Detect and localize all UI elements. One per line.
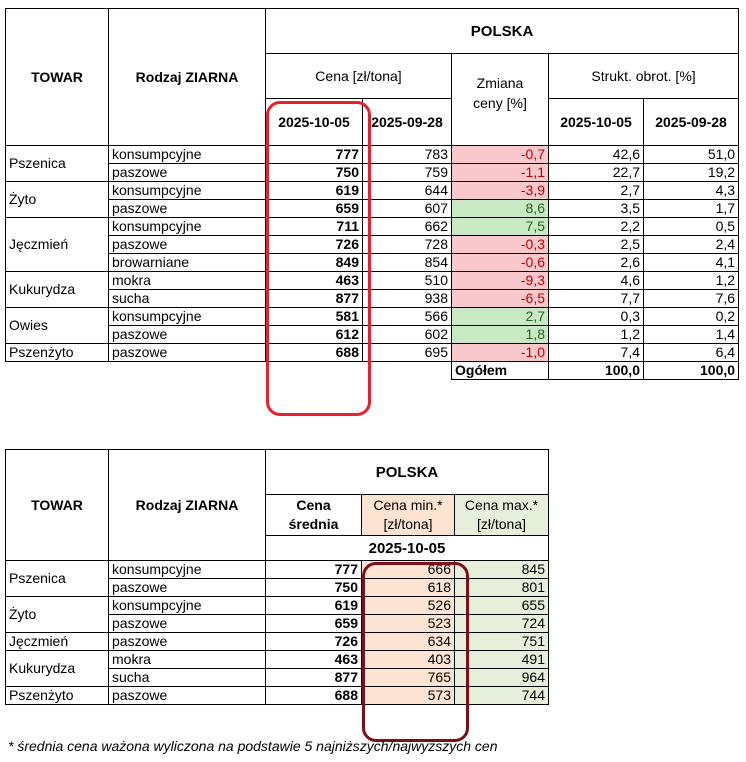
- min-price-cell: 403: [362, 651, 455, 669]
- price-current-cell: 612: [266, 326, 363, 344]
- rodzaj-cell: sucha: [109, 290, 266, 308]
- header-zmiana-line1: Zmiana: [476, 74, 524, 91]
- price-previous-cell: 602: [363, 326, 452, 344]
- structure-current-cell: 2,6: [549, 254, 644, 272]
- table-row: [6, 146, 739, 164]
- price-change-cell: 2,7: [452, 308, 549, 326]
- rodzaj-cell: konsumpcyjne: [109, 597, 266, 615]
- structure-current-cell: 0,3: [549, 308, 644, 326]
- price-current-cell: 463: [266, 272, 363, 290]
- structure-previous-cell: 4,1: [644, 254, 739, 272]
- towar-cell: Pszenica: [6, 561, 109, 597]
- table-row: [6, 308, 739, 326]
- towar-cell: Jęczmień: [6, 218, 109, 272]
- header-cena-min-line1: Cena min.*: [373, 497, 443, 513]
- avg-price-cell: 688: [266, 687, 362, 705]
- avg-price-cell: 619: [266, 597, 362, 615]
- rodzaj-cell: konsumpcyjne: [109, 218, 266, 236]
- towar-cell: Jęczmień: [6, 633, 109, 651]
- avg-price-cell: 463: [266, 651, 362, 669]
- min-price-cell: 618: [362, 579, 455, 597]
- table-row: [6, 272, 739, 290]
- rodzaj-cell: paszowe: [109, 164, 266, 182]
- structure-current-cell: 42,6: [549, 146, 644, 164]
- table-row: [6, 633, 549, 651]
- price-previous-cell: 510: [363, 272, 452, 290]
- header-rodzaj-ziarna-2: Rodzaj ZIARNA: [109, 450, 266, 561]
- price-change-cell: 8,6: [452, 200, 549, 218]
- avg-price-cell: 659: [266, 615, 362, 633]
- structure-current-cell: 7,7: [549, 290, 644, 308]
- header-cena-srednia-line1: Cena: [296, 497, 331, 513]
- max-price-cell: 751: [455, 633, 549, 651]
- structure-current-cell: 2,2: [549, 218, 644, 236]
- rodzaj-cell: sucha: [109, 669, 266, 687]
- table-row: [6, 218, 739, 236]
- header-cena-srednia-line2: średnia: [288, 516, 339, 532]
- rodzaj-cell: konsumpcyjne: [109, 308, 266, 326]
- header-towar: TOWAR: [6, 9, 109, 146]
- header-strukt-obrot: Strukt. obrot. [%]: [549, 54, 739, 99]
- price-change-cell: -6,5: [452, 290, 549, 308]
- avg-price-cell: 726: [266, 633, 362, 651]
- header-cena-max-line2: [zł/tona]: [476, 516, 527, 532]
- price-previous-cell: 728: [363, 236, 452, 254]
- structure-current-cell: 2,5: [549, 236, 644, 254]
- rodzaj-cell: paszowe: [109, 344, 266, 362]
- towar-cell: Żyto: [6, 597, 109, 633]
- total-structure-current: 100,0: [549, 362, 644, 380]
- footnote: * średnia cena ważona wyliczona na podstawie 5 najniższych/najwyższych cen: [8, 738, 498, 754]
- rodzaj-cell: mokra: [109, 272, 266, 290]
- header-zmiana-ceny: [452, 54, 549, 146]
- header-strukt-date-current: 2025-10-05: [549, 99, 644, 146]
- rodzaj-cell: paszowe: [109, 326, 266, 344]
- rodzaj-cell: konsumpcyjne: [109, 182, 266, 200]
- header-zmiana-line2: ceny [%]: [473, 94, 527, 111]
- price-previous-cell: 938: [363, 290, 452, 308]
- price-previous-cell: 607: [363, 200, 452, 218]
- towar-cell: Pszenica: [6, 146, 109, 182]
- structure-previous-cell: 4,3: [644, 182, 739, 200]
- max-price-cell: 801: [455, 579, 549, 597]
- structure-previous-cell: 1,2: [644, 272, 739, 290]
- price-current-cell: 688: [266, 344, 363, 362]
- total-label: Ogółem: [452, 362, 549, 380]
- towar-cell: Owies: [6, 308, 109, 344]
- table-row: [6, 326, 739, 344]
- price-change-cell: -1,0: [452, 344, 549, 362]
- price-previous-cell: 644: [363, 182, 452, 200]
- rodzaj-cell: konsumpcyjne: [109, 561, 266, 579]
- max-price-cell: 845: [455, 561, 549, 579]
- structure-previous-cell: 0,2: [644, 308, 739, 326]
- price-previous-cell: 695: [363, 344, 452, 362]
- price-current-cell: 877: [266, 290, 363, 308]
- price-change-cell: 7,5: [452, 218, 549, 236]
- max-price-cell: 491: [455, 651, 549, 669]
- towar-cell: Kukurydza: [6, 651, 109, 687]
- structure-current-cell: 4,6: [549, 272, 644, 290]
- structure-previous-cell: 19,2: [644, 164, 739, 182]
- towar-cell: Żyto: [6, 182, 109, 218]
- avg-price-cell: 877: [266, 669, 362, 687]
- min-price-cell: 765: [362, 669, 455, 687]
- min-price-cell: 666: [362, 561, 455, 579]
- min-price-cell: 573: [362, 687, 455, 705]
- structure-previous-cell: 51,0: [644, 146, 739, 164]
- price-change-cell: -1,1: [452, 164, 549, 182]
- price-previous-cell: 759: [363, 164, 452, 182]
- price-range-table: [5, 449, 549, 705]
- structure-current-cell: 2,7: [549, 182, 644, 200]
- header-cena-srednia: [266, 495, 362, 536]
- header-cena-min-line2: [zł/tona]: [383, 516, 433, 532]
- header-cena-max-line1: Cena max.*: [464, 497, 539, 513]
- avg-price-cell: 777: [266, 561, 362, 579]
- structure-previous-cell: 1,7: [644, 200, 739, 218]
- price-current-cell: 777: [266, 146, 363, 164]
- header-cena-max: [455, 495, 549, 536]
- structure-previous-cell: 2,4: [644, 236, 739, 254]
- table-row: [6, 200, 739, 218]
- max-price-cell: 655: [455, 597, 549, 615]
- price-change-cell: 1,8: [452, 326, 549, 344]
- table-row: [6, 687, 549, 705]
- rodzaj-cell: browarniane: [109, 254, 266, 272]
- price-change-cell: -0,6: [452, 254, 549, 272]
- min-price-cell: 526: [362, 597, 455, 615]
- towar-cell: Kukurydza: [6, 272, 109, 308]
- price-change-cell: -3,9: [452, 182, 549, 200]
- price-current-cell: 581: [266, 308, 363, 326]
- total-structure-previous: 100,0: [644, 362, 739, 380]
- header-cena: Cena [zł/tona]: [266, 54, 452, 99]
- header-date-current: 2025-10-05: [266, 99, 363, 146]
- structure-previous-cell: 7,6: [644, 290, 739, 308]
- price-table-main: [5, 8, 739, 380]
- price-current-cell: 619: [266, 182, 363, 200]
- rodzaj-cell: konsumpcyjne: [109, 146, 266, 164]
- price-current-cell: 711: [266, 218, 363, 236]
- total-row: [6, 362, 739, 380]
- min-price-cell: 634: [362, 633, 455, 651]
- table-row: [6, 651, 549, 669]
- rodzaj-cell: paszowe: [109, 200, 266, 218]
- price-current-cell: 659: [266, 200, 363, 218]
- price-previous-cell: 566: [363, 308, 452, 326]
- header-strukt-date-previous: 2025-09-28: [644, 99, 739, 146]
- structure-current-cell: 7,4: [549, 344, 644, 362]
- rodzaj-cell: mokra: [109, 651, 266, 669]
- towar-cell: Pszenżyto: [6, 687, 109, 705]
- structure-previous-cell: 1,4: [644, 326, 739, 344]
- price-change-cell: -0,3: [452, 236, 549, 254]
- rodzaj-cell: paszowe: [109, 633, 266, 651]
- structure-current-cell: 1,2: [549, 326, 644, 344]
- table-row: [6, 597, 549, 615]
- price-current-cell: 750: [266, 164, 363, 182]
- price-previous-cell: 783: [363, 146, 452, 164]
- structure-previous-cell: 0,5: [644, 218, 739, 236]
- price-change-cell: -0,7: [452, 146, 549, 164]
- rodzaj-cell: paszowe: [109, 687, 266, 705]
- price-current-cell: 849: [266, 254, 363, 272]
- header-polska: POLSKA: [266, 9, 739, 54]
- min-price-cell: 523: [362, 615, 455, 633]
- total-blank-cell: [6, 362, 452, 380]
- table-row: [6, 182, 739, 200]
- table-row: [6, 236, 739, 254]
- header-polska-2: POLSKA: [266, 450, 549, 495]
- structure-current-cell: 3,5: [549, 200, 644, 218]
- max-price-cell: 724: [455, 615, 549, 633]
- table-row: [6, 344, 739, 362]
- header-rodzaj-ziarna: Rodzaj ZIARNA: [109, 9, 266, 146]
- rodzaj-cell: paszowe: [109, 236, 266, 254]
- header-towar-2: TOWAR: [6, 450, 109, 561]
- price-current-cell: 726: [266, 236, 363, 254]
- max-price-cell: 744: [455, 687, 549, 705]
- price-previous-cell: 662: [363, 218, 452, 236]
- structure-current-cell: 22,7: [549, 164, 644, 182]
- rodzaj-cell: paszowe: [109, 579, 266, 597]
- structure-previous-cell: 6,4: [644, 344, 739, 362]
- header-cena-min: [362, 495, 455, 536]
- table-row: [6, 254, 739, 272]
- table-row: [6, 164, 739, 182]
- table-row: [6, 290, 739, 308]
- rodzaj-cell: paszowe: [109, 615, 266, 633]
- header-date-previous: 2025-09-28: [363, 99, 452, 146]
- price-change-cell: -9,3: [452, 272, 549, 290]
- max-price-cell: 964: [455, 669, 549, 687]
- price-previous-cell: 854: [363, 254, 452, 272]
- avg-price-cell: 750: [266, 579, 362, 597]
- towar-cell: Pszenżyto: [6, 344, 109, 362]
- table-row: [6, 561, 549, 579]
- header-date-2: 2025-10-05: [266, 536, 549, 561]
